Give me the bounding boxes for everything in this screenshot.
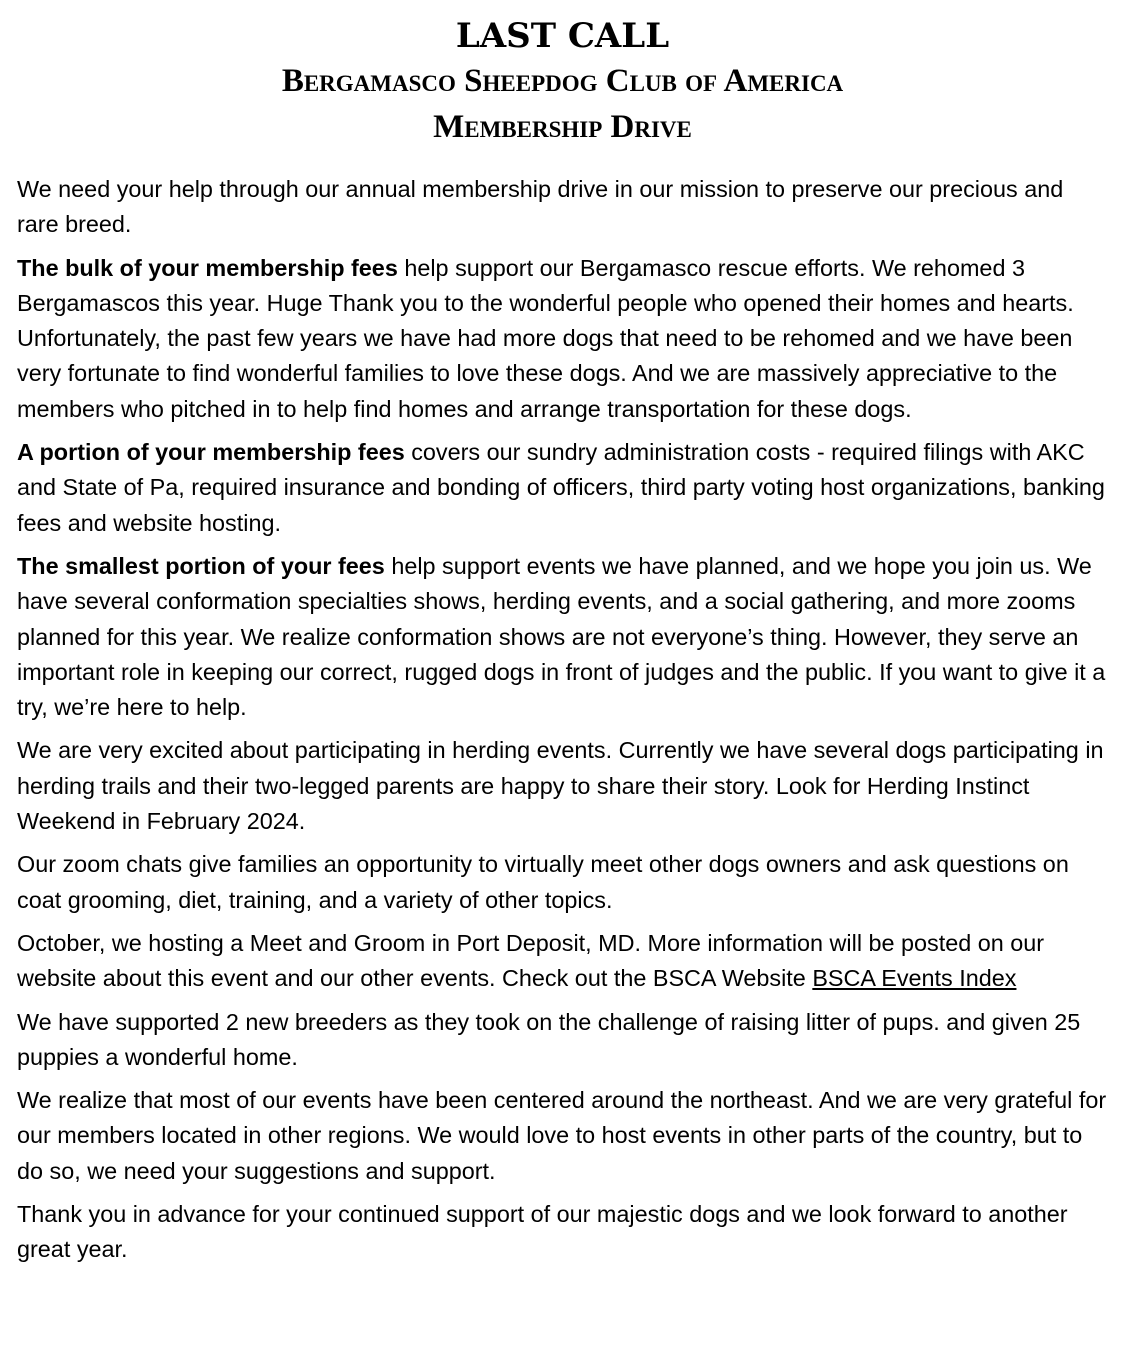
club-name-heading: Bergamasco Sheepdog Club of America xyxy=(281,63,844,99)
paragraph-zoom xyxy=(17,847,1109,918)
paragraph-breeders xyxy=(17,1005,1109,1076)
paragraph-admin-text: covers our sundry administration costs - required filings with AKC and State of Pa, required insurance and bonding of officers, third party voting host organizations, banking fees and website hosting. xyxy=(17,439,1105,536)
last-call-heading: LAST CALL xyxy=(455,16,670,56)
paragraph-intro xyxy=(17,172,1109,243)
paragraph-herding xyxy=(17,733,1109,839)
paragraph-events-lead: The smallest portion of your fees xyxy=(17,552,385,579)
paragraph-meet-and-groom-text: October, we hosting a Meet and Groom in Port Deposit, MD. More information will be posted on our website about this event and our other events. Check out the BSCA Website xyxy=(17,929,1045,992)
paragraph-thanks xyxy=(17,1197,1109,1268)
paragraph-herding-text: We are very excited about participating in herding events. Currently we have several dogs participating in herding trails and their two-legged parents are happy to share their story. Look for Herding Instinct Weekend in February 2024. xyxy=(17,737,1104,835)
document-header xyxy=(0,14,1125,150)
membership-drive-heading: Membership Drive xyxy=(433,109,692,145)
paragraph-events-text: help support events we have planned, and we hope you join us. We have several conformation specialties shows, herding events, and a social gathering, and more zooms planned for this year. We realize conformation shows are not everyone’s thing. However, they serve an important role in keeping our correct, rugged dogs in front of judges and the public. If you want to give it a try, we’re here to help. xyxy=(17,552,1106,721)
paragraph-rescue-text: help support our Bergamasco rescue efforts. We rehomed 3 Bergamascos this year. Huge Thank you to the wonderful people who opened their homes and hearts. Unfortunately, the past few years we have had more dogs that need to be rehomed and we have been very fortunate to find wonderful families to love these dogs. And we are massively appreciative to the members who pitched in to help find homes and arrange transportation for these dogs. xyxy=(17,254,1074,422)
paragraph-events xyxy=(17,549,1109,725)
document-body xyxy=(17,172,1109,1276)
paragraph-admin xyxy=(17,435,1109,541)
bsca-events-index-link[interactable]: BSCA Events Index xyxy=(812,965,1017,992)
paragraph-zoom-text: Our zoom chats give families an opportunity to virtually meet other dogs owners and ask questions on coat grooming, diet, training, and a variety of other topics. xyxy=(17,851,1069,913)
paragraph-regions xyxy=(17,1083,1109,1189)
paragraph-thanks-text: Thank you in advance for your continued support of our majestic dogs and we look forward to another great year. xyxy=(17,1201,1068,1263)
paragraph-intro-text: We need your help through our annual membership drive in our mission to preserve our precious and rare breed. xyxy=(17,176,1064,238)
paragraph-rescue xyxy=(17,251,1109,427)
paragraph-breeders-text: We have supported 2 new breeders as they took on the challenge of raising litter of pups. and given 25 puppies a wonderful home. xyxy=(17,1008,1081,1070)
paragraph-regions-text: We realize that most of our events have been centered around the northeast. And we are very grateful for our members located in other regions. We would love to host events in other parts of the country, but to do so, we need your suggestions and support. xyxy=(17,1087,1107,1184)
paragraph-rescue-lead: The bulk of your membership fees xyxy=(17,254,398,281)
paragraph-meet-and-groom xyxy=(17,926,1109,997)
paragraph-admin-lead: A portion of your membership fees xyxy=(17,439,405,466)
